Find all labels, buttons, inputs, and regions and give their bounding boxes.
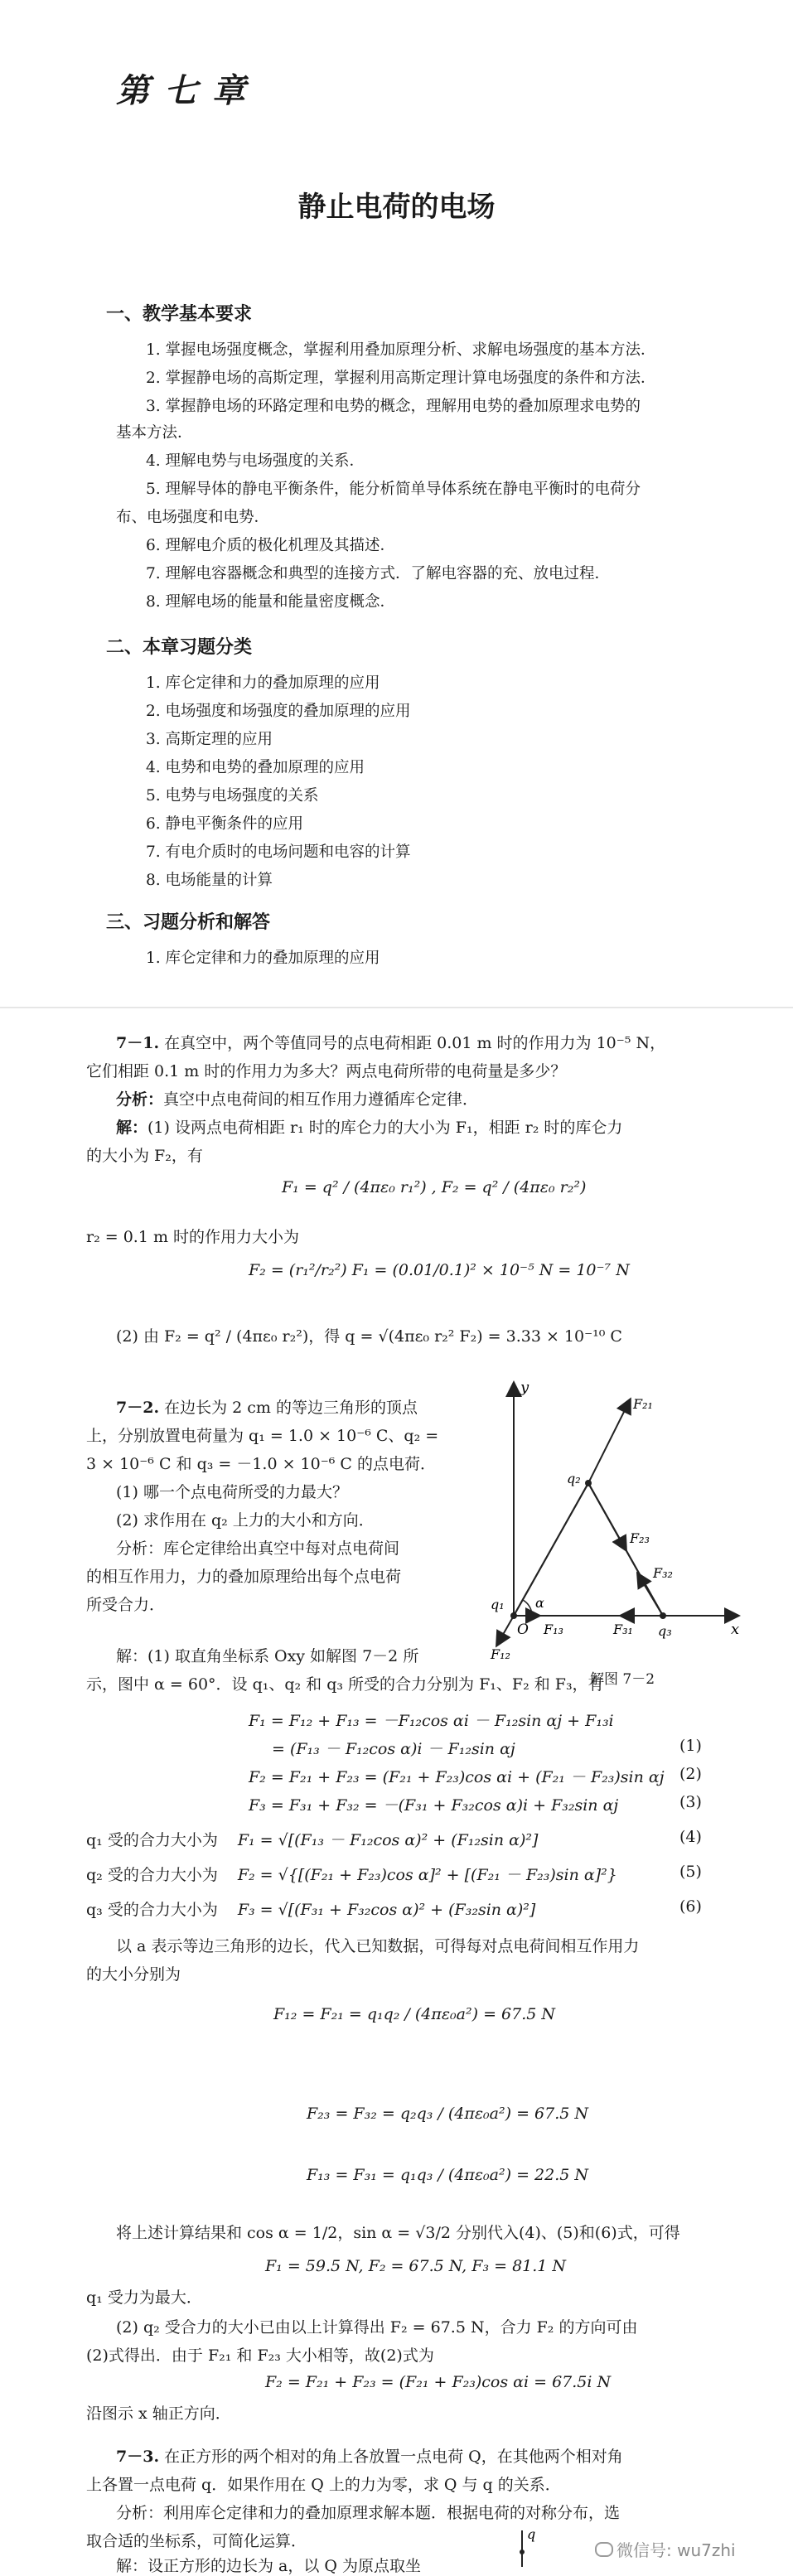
solution-text: 的大小为 F₂，有 (86, 1147, 203, 1165)
problem-text: 上各置一点电荷 q．如果作用在 Q 上的力为零，求 Q 与 q 的关系． (86, 2476, 561, 2494)
equation: F₂ = F₂₁ + F₂₃ = (F₂₁ + F₂₃)cos αi = 67.5i N (265, 2373, 612, 2391)
list-item: 7. 有电介质时的电场问题和电容的计算 (146, 843, 411, 861)
equation: F₁ = q² / (4πε₀ r₁²) , F₂ = q² / (4πε₀ r₂²) (282, 1178, 587, 1196)
charge-q1 (510, 1612, 517, 1619)
equation: F₁ = F₁₂ + F₁₃ = －F₁₂cos αi － F₁₂sin αj + F₁₃i (249, 1712, 614, 1730)
fig-label: y (520, 1379, 529, 1396)
list-item: 基本方法． (116, 424, 193, 442)
fig-label: x (731, 1621, 740, 1638)
watermark-text: 微信号: wu7zhi (617, 2540, 736, 2560)
problem-text: 3 × 10⁻⁶ C 和 q₃ = －1.0 × 10⁻⁶ C 的点电荷． (86, 1455, 436, 1473)
analysis-text: 取合适的坐标系，可简化运算． (86, 2532, 307, 2550)
fig-label: α (535, 1595, 544, 1611)
solution-text: q₁ 受力为最大． (86, 2288, 202, 2307)
solution-text: 的大小分别为 (86, 1965, 181, 1984)
fig-label: F₃₂ (653, 1565, 673, 1581)
list-item: 4. 理解电势与电场强度的关系． (146, 452, 365, 470)
fig-label: q₃ (658, 1623, 672, 1639)
problem-text: 上，分别放置电荷量为 q₁ = 1.0 × 10⁻⁶ C、q₂ = (86, 1427, 439, 1445)
equation: F₃ = F₃₁ + F₃₂ = －(F₃₁ + F₃₂cos α)i + F₃₂sin αj (249, 1796, 619, 1815)
list-item: 5. 电势与电场强度的关系 (146, 787, 319, 805)
force-F21-arrow (588, 1400, 630, 1483)
solution-text: r₂ = 0.1 m 时的作用力大小为 (86, 1228, 300, 1246)
list-item: 1. 掌握电场强度概念，掌握利用叠加原理分析、求解电场强度的基本方法． (146, 341, 656, 359)
solution-label: 解： (116, 1119, 148, 1137)
equation: F₁₃ = F₃₁ = q₁q₃ / (4πε₀a²) = 22.5 N (307, 2166, 588, 2184)
problem-7-1-question (116, 1031, 665, 1053)
equation: F₁ = √[(F₁₃ － F₁₂cos α)² + (F₁₂sin α)²] (237, 1831, 539, 1849)
problem-text: 在边长为 2 cm 的等边三角形的顶点 (164, 1399, 418, 1417)
force-F12-arrow (497, 1616, 514, 1645)
charge-q2 (585, 1480, 592, 1486)
equation-number: (5) (679, 1863, 702, 1881)
fig-label: q₂ (567, 1471, 581, 1486)
list-item: 6. 理解电介质的极化机理及其描述． (146, 537, 396, 554)
figure-7-2 (481, 1367, 754, 1665)
solution-text: 将上述计算结果和 cos α = 1/2，sin α = √3/2 分别代入(4)、(5)和(6)式，可得 (116, 2224, 680, 2242)
magnitude-line (86, 1897, 535, 1920)
equation: F₂₃ = F₃₂ = q₂q₃ / (4πε₀a²) = 67.5 N (307, 2105, 588, 2123)
fig-label: O (517, 1621, 529, 1638)
equation: F₂ = √{[(F₂₁ + F₂₃)cos α]² + [(F₂₁ － F₂₃)sin α]²} (237, 1866, 617, 1884)
magnitude-label: q₁ 受的合力大小为 (86, 1831, 218, 1849)
problem-text: (1) 哪一个点电荷所受的力最大？ (116, 1483, 348, 1501)
list-item: 2. 电场强度和场强度的叠加原理的应用 (146, 703, 411, 720)
solution-text: 示，图中 α = 60°．设 q₁、q₂ 和 q₃ 所受的合力分别为 F₁、F₂ 和 F₃，有 (86, 1675, 604, 1694)
watermark (595, 2537, 736, 2561)
solution-text: 解：(1) 取直角坐标系 Oxy 如解图 7－2 所 (116, 1647, 419, 1665)
list-item: 2. 掌握静电场的高斯定理，掌握利用高斯定理计算电场强度的条件和方法． (146, 370, 656, 387)
fig-label: q₁ (491, 1597, 505, 1612)
list-item: 3. 高斯定理的应用 (146, 731, 273, 748)
fig-label: F₁₂ (491, 1646, 510, 1662)
magnitude-label: q₃ 受的合力大小为 (86, 1901, 218, 1919)
triangle-side (514, 1483, 588, 1616)
problem-number: 7－1. (116, 1034, 160, 1052)
problem-text: 在真空中，两个等值同号的点电荷相距 0.01 m 时的作用力为 10⁻⁵ N， (164, 1034, 666, 1052)
figure-caption: 解图 7－2 (590, 1671, 655, 1688)
problem-number: 7－3. (116, 2448, 160, 2466)
equation-number: (6) (679, 1897, 702, 1916)
equation: = (F₁₃ － F₁₂cos α)i － F₁₂sin αj (272, 1740, 515, 1758)
angle-arc (523, 1600, 532, 1616)
fig-label: F₃₁ (613, 1621, 633, 1637)
equation-number: (2) (679, 1765, 702, 1783)
force-F23-arrow (588, 1483, 626, 1549)
fig-label: F₂₃ (630, 1530, 650, 1546)
solution-text: 以 a 表示等边三角形的边长，代入已知数据，可得每对点电荷间相互作用力 (116, 1937, 640, 1955)
equation: F₂ = F₂₁ + F₂₃ = (F₂₁ + F₂₃)cos αi + (F₂₁ － F₂₃)sin αj (249, 1768, 665, 1786)
analysis-text: 分析：利用库仑定律和力的叠加原理求解本题．根据电荷的对称分布，选 (116, 2504, 621, 2522)
subsection-heading: 1. 库仑定律和力的叠加原理的应用 (146, 950, 380, 967)
problem-7-3-question (116, 2444, 623, 2467)
fig-label: F₂₁ (633, 1396, 653, 1412)
charge-q3 (660, 1612, 666, 1619)
problem-7-2-question (116, 1395, 418, 1418)
analysis-text: 分析：库仑定律给出真空中每对点电荷间 (116, 1539, 400, 1558)
solution-text: (1) 设两点电荷相距 r₁ 时的库仑力的大小为 F₁，相距 r₂ 时的库仑力 (147, 1119, 623, 1137)
problem-text: 它们相距 0.1 m 时的作用力为多大？两点电荷所带的电荷量是多少？ (86, 1062, 567, 1080)
analysis-line (116, 1087, 478, 1109)
magnitude-label: q₂ 受的合力大小为 (86, 1866, 218, 1884)
solution-line (116, 1115, 622, 1138)
list-item: 3. 掌握静电场的环路定理和电势的概念，理解用电势的叠加原理求电势的 (146, 398, 641, 415)
analysis-text: 的相互作用力，力的叠加原理给出每个点电荷 (86, 1568, 402, 1586)
solution-text: 沿图示 x 轴正方向． (86, 2404, 231, 2423)
equation: F₁₂ = F₂₁ = q₁q₂ / (4πε₀a²) = 67.5 N (273, 2005, 555, 2023)
figure-7-3-partial (497, 2519, 547, 2569)
magnitude-line (86, 1828, 538, 1850)
page-divider (0, 1007, 793, 1008)
equation: F₂ = (r₁²/r₂²) F₁ = (0.01/0.1)² × 10⁻⁵ N = 10⁻⁷ N (249, 1261, 630, 1279)
solution-text: 解：设正方形的边长为 a，以 Q 为原点取坐 (116, 2557, 422, 2575)
magnitude-line (86, 1863, 617, 1885)
section-heading-solutions: 三、习题分析和解答 (106, 911, 271, 933)
page-title: 静止电荷的电场 (297, 191, 496, 224)
analysis-text: 真空中点电荷间的相互作用力遵循库仑定律． (163, 1090, 479, 1109)
problem-number: 7－2. (116, 1399, 160, 1417)
equation: F₁ = 59.5 N, F₂ = 67.5 N, F₃ = 81.1 N (265, 2257, 567, 2275)
list-item: 布、电场强度和电势． (116, 509, 270, 526)
equation: F₃ = √[(F₃₁ + F₃₂cos α)² + (F₃₂sin α)²] (237, 1901, 536, 1919)
equation-number: (3) (679, 1793, 702, 1811)
section-heading-requirements: 一、教学基本要求 (106, 303, 253, 325)
list-item: 6. 静电平衡条件的应用 (146, 815, 304, 833)
list-item: 1. 库仑定律和力的叠加原理的应用 (146, 674, 380, 692)
solution-text: (2) 由 F₂ = q² / (4πε₀ r₂²)，得 q = √(4πε₀ r₂² F₂) = 3.33 × 10⁻¹⁰ C (116, 1327, 622, 1346)
fig-label: F₁₃ (544, 1621, 563, 1637)
list-item: 8. 理解电场的能量和能量密度概念． (146, 593, 396, 611)
equation-number: (4) (679, 1828, 702, 1846)
analysis-label: 分析： (116, 1090, 164, 1109)
fig-label: q (527, 2526, 536, 2542)
chapter-title: 第七章 (116, 71, 260, 110)
charge-q (520, 2549, 525, 2554)
list-item: 5. 理解导体的静电平衡条件，能分析简单导体系统在静电平衡时的电荷分 (146, 481, 641, 498)
solution-text: (2) q₂ 受合力的大小已由以上计算得出 F₂ = 67.5 N，合力 F₂ 的方向可由 (116, 2318, 638, 2337)
solution-text: (2)式得出．由于 F₂₁ 和 F₂₃ 大小相等，故(2)式为 (86, 2346, 434, 2365)
section-heading-classification: 二、本章习题分类 (106, 636, 253, 658)
list-item: 4. 电势和电势的叠加原理的应用 (146, 759, 365, 776)
list-item: 7. 理解电容器概念和典型的连接方式．了解电容器的充、放电过程． (146, 565, 611, 582)
list-item: 8. 电场能量的计算 (146, 872, 273, 889)
wechat-icon (595, 2542, 613, 2557)
problem-text: 在正方形的两个相对的角上各放置一点电荷 Q，在其他两个相对角 (164, 2448, 623, 2466)
problem-text: (2) 求作用在 q₂ 上力的大小和方向． (116, 1511, 375, 1530)
analysis-text: 所受合力． (86, 1596, 166, 1614)
equation-number: (1) (679, 1737, 702, 1755)
